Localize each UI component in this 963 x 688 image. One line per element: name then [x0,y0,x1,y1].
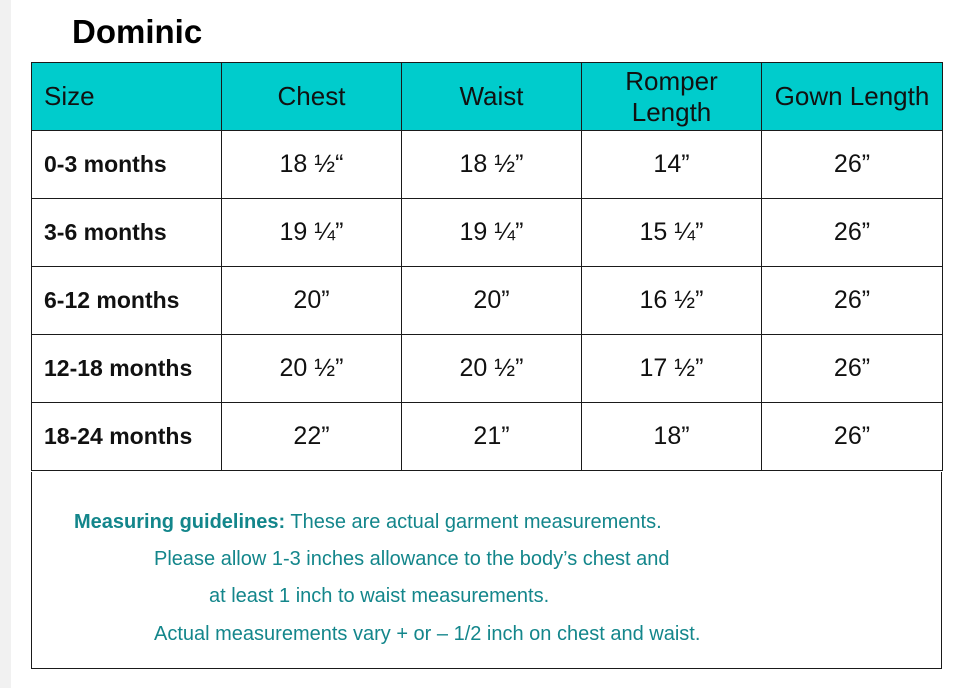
guidelines-line-3: at least 1 inch to waist measurements. [209,585,550,607]
table-row [32,335,943,403]
size-cell: 6-12 months [32,267,222,335]
header-size: Size [32,63,222,131]
table-row [32,267,943,335]
table-header-row [32,63,943,131]
size-cell: 12-18 months [32,335,222,403]
header-gown-length: Gown Length [762,63,943,131]
table-row [32,131,943,199]
header-chest: Chest [222,63,402,131]
gown-length-cell: 26” [762,403,943,471]
romper-length-cell: 17 ½” [582,335,762,403]
waist-cell: 20 ½” [402,335,582,403]
waist-cell: 21” [402,403,582,471]
gown-length-cell: 26” [762,131,943,199]
page-title: Dominic [72,13,203,50]
guidelines-line-2: Please allow 1-3 inches allowance to the body’s chest and [154,548,670,570]
chest-cell: 20 ½” [222,335,402,403]
table-row [32,199,943,267]
romper-length-cell: 15 ¼” [582,199,762,267]
romper-length-cell: 18” [582,403,762,471]
size-cell: 3-6 months [32,199,222,267]
romper-length-cell: 16 ½” [582,267,762,335]
waist-cell: 20” [402,267,582,335]
gown-length-cell: 26” [762,335,943,403]
chest-cell: 20” [222,267,402,335]
gown-length-cell: 26” [762,267,943,335]
chest-cell: 18 ½“ [222,131,402,199]
size-cell: 18-24 months [32,403,222,471]
waist-cell: 19 ¼” [402,199,582,267]
header-waist: Waist [402,63,582,131]
romper-length-cell: 14” [582,131,762,199]
guidelines-line-1 [74,510,662,534]
table-row [32,403,943,471]
guidelines-text-1: These are actual garment measurements. [290,511,662,533]
measuring-guidelines-box [31,472,942,669]
waist-cell: 18 ½” [402,131,582,199]
guidelines-line-4: Actual measurements vary + or – 1/2 inch on chest and waist. [154,623,701,645]
size-chart-table [31,62,943,471]
gown-length-cell: 26” [762,199,943,267]
size-cell: 0-3 months [32,131,222,199]
header-romper-length: Romper Length [582,63,762,131]
guidelines-label: Measuring guidelines: [74,511,286,533]
chest-cell: 22” [222,403,402,471]
chest-cell: 19 ¼” [222,199,402,267]
